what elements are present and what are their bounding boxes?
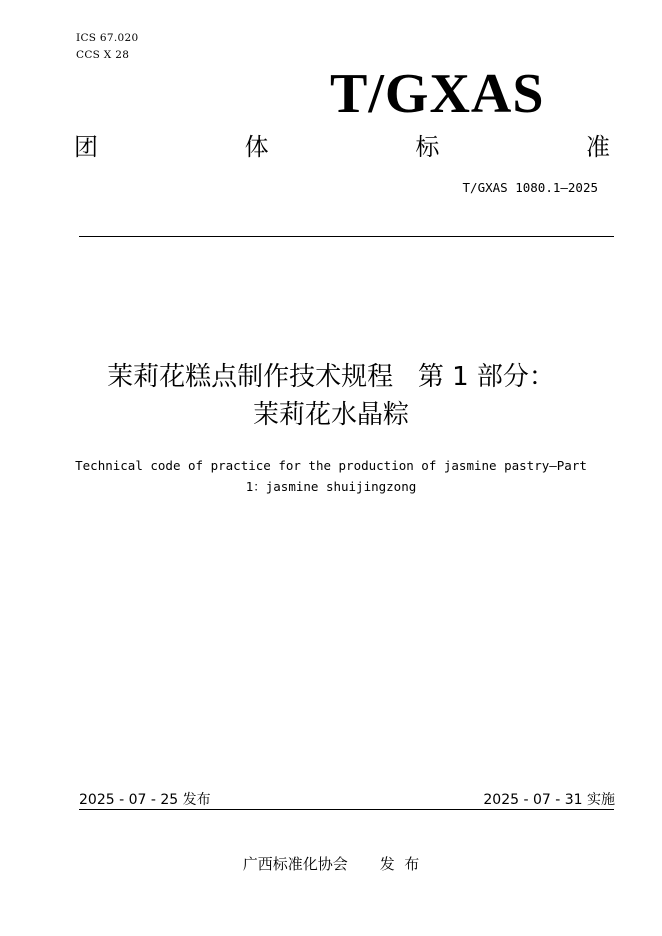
title-cn-line2: 茉莉花水晶粽 [252,400,409,430]
issue-date: 2025 - 07 - 25 发布 [79,792,211,808]
footer-divider [79,809,614,810]
standard-number: T/GXAS 1080.1—2025 [462,180,598,195]
title-en-line1: Technical code of practice for the production of jasmine pastry—Part [75,458,587,473]
title-en-line2: 1：jasmine shuijingzong [245,479,417,494]
publisher-line [0,853,662,874]
publisher-name: 广西标准化协会 [242,855,348,873]
standard-type-char: 团 [74,132,98,161]
publisher-action: 发 布 [379,855,420,873]
standard-logo: T/GXAS [330,63,545,125]
ccs-code: CCS X 28 [76,49,130,61]
standard-type-char: 标 [415,132,440,161]
title-cn-line1: 茉莉花糕点制作技术规程 第 1 部分： [107,362,555,392]
standard-type-char: 准 [585,132,610,161]
standard-type-char: 体 [244,132,269,161]
ics-code: ICS 67.020 [76,32,139,44]
implementation-date: 2025 - 07 - 31 实施 [483,792,615,808]
standard-type-label [74,127,610,161]
header-divider [79,236,614,237]
